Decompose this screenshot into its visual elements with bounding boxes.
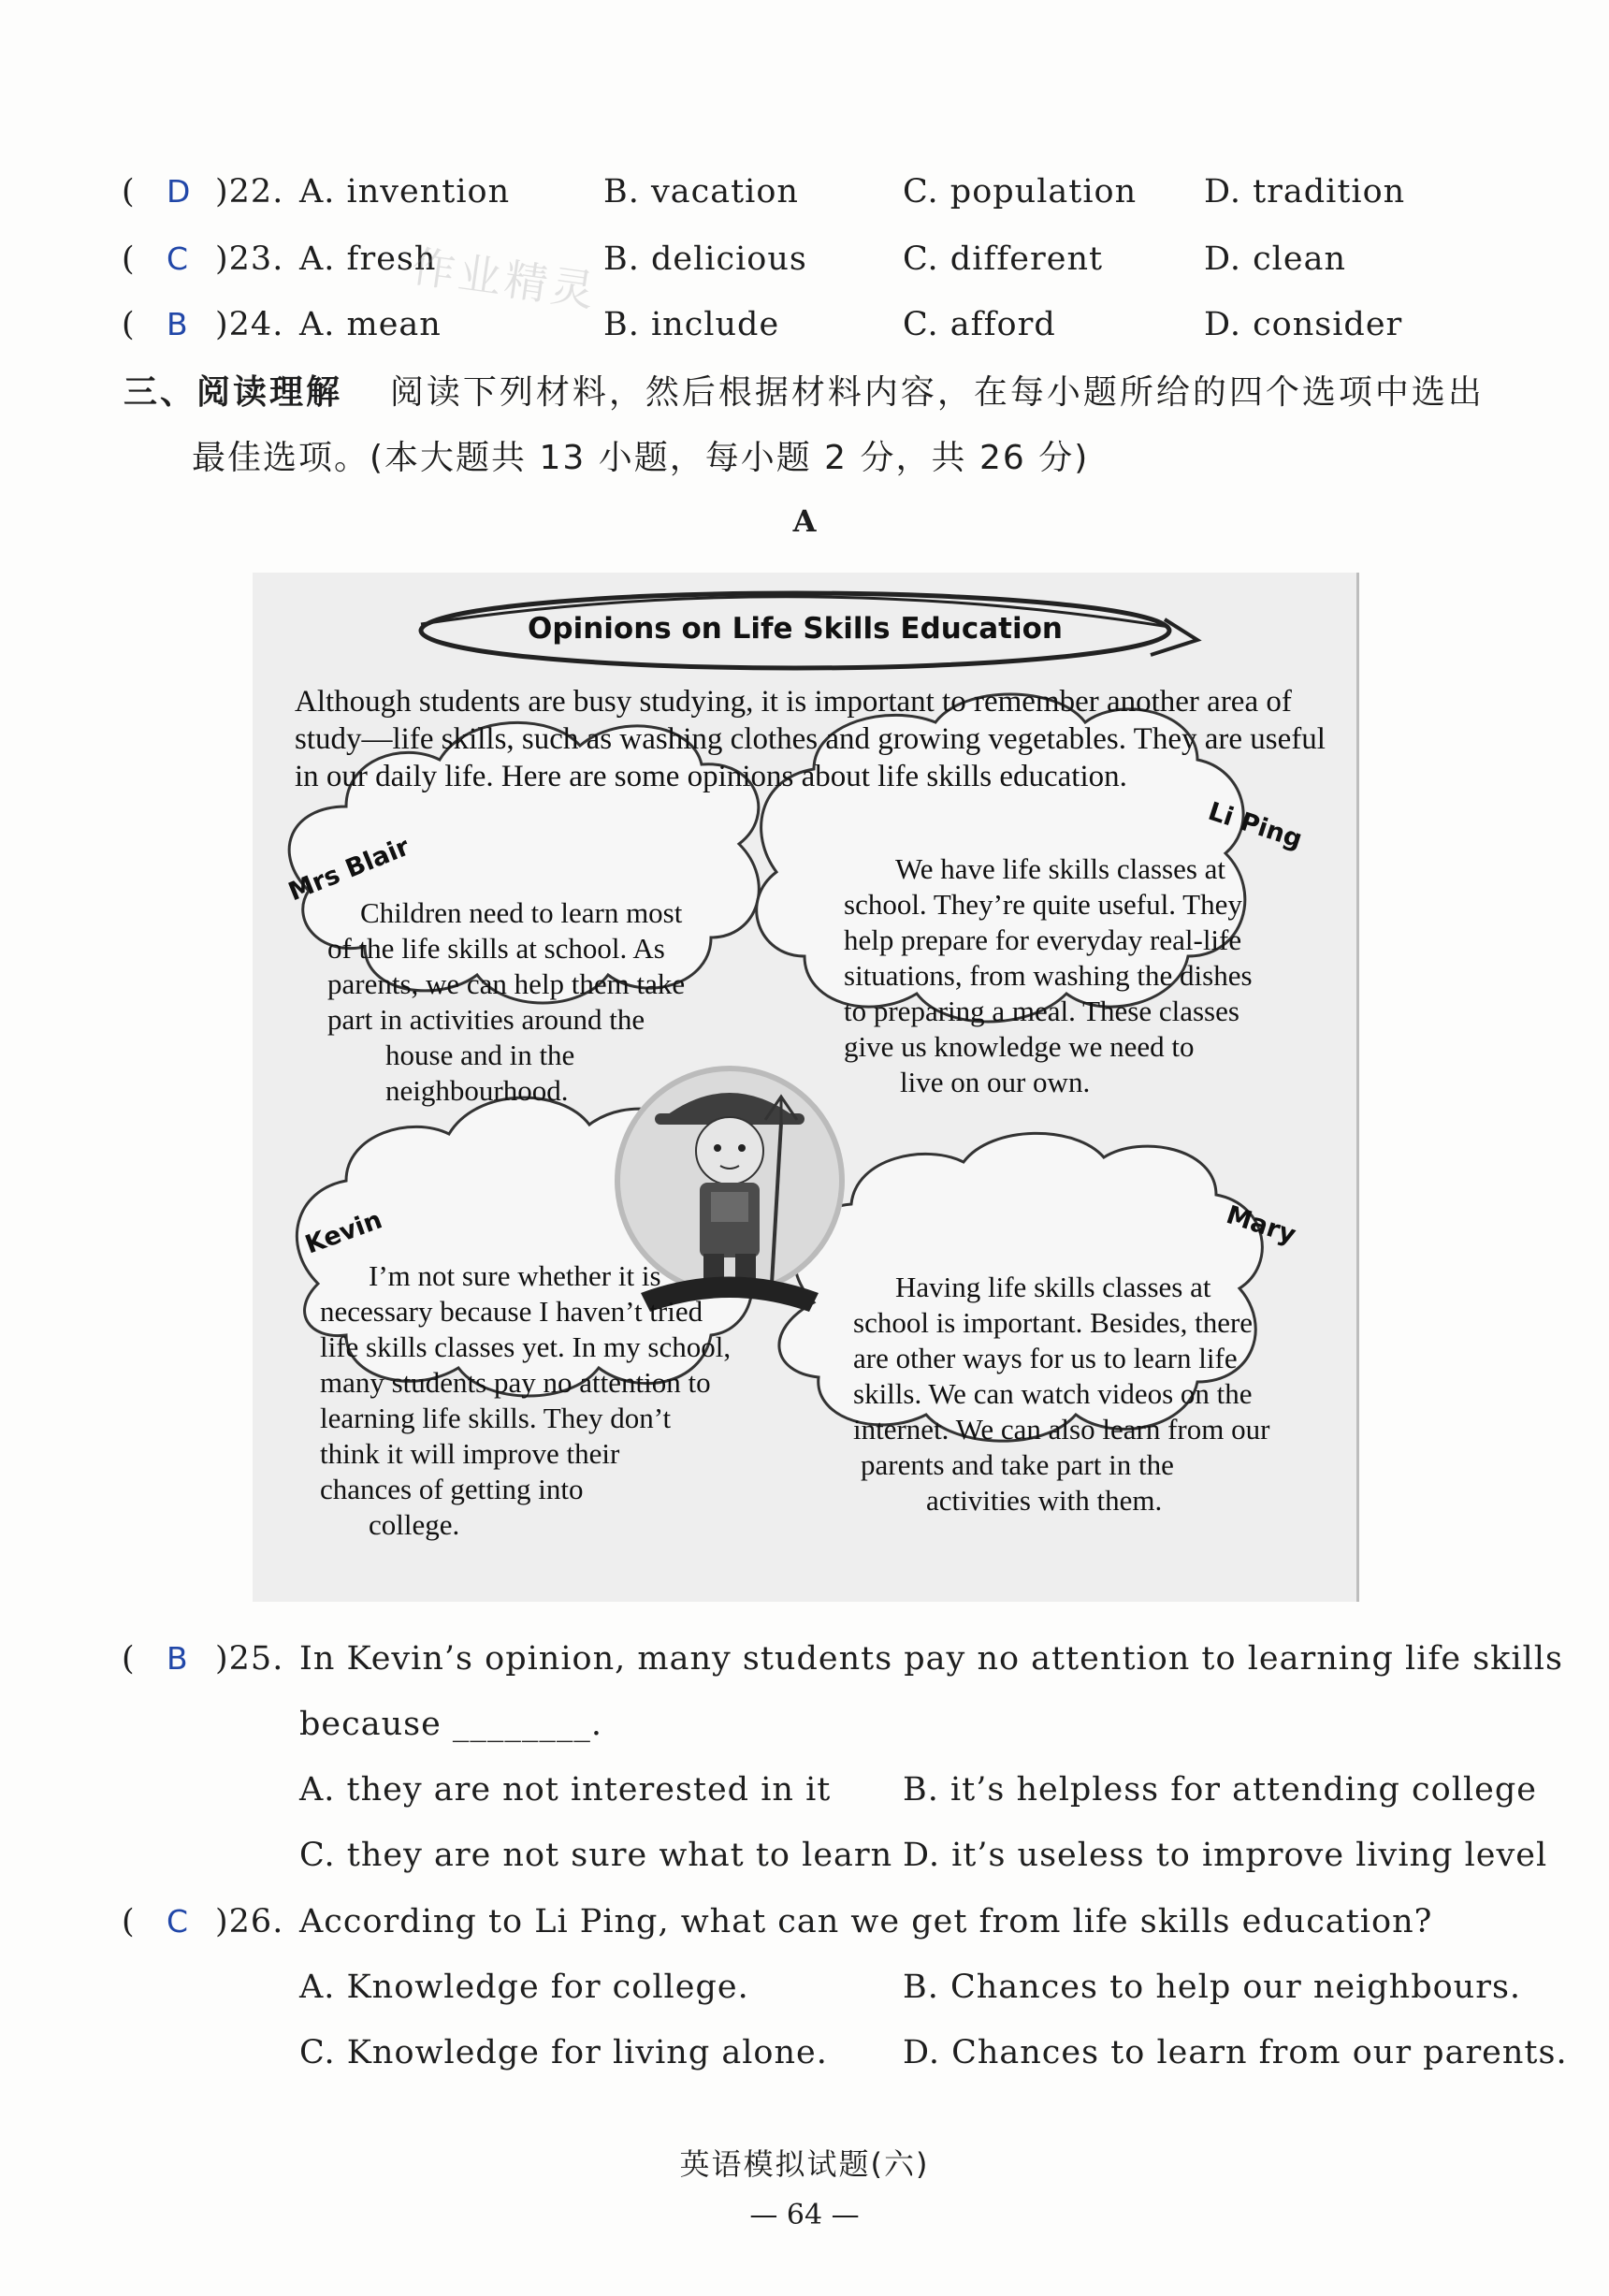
question-number: )24. <box>215 306 284 343</box>
question-stem: In Kevin’s opinion, many students pay no attention to learning life skills <box>299 1640 1563 1678</box>
figure-intro: Although students are busy studying, it is important to remember another area of study—life skills, such as washing clothes and growing vegetables. They are useful in our daily life. Here are some opinions about life skills education. <box>295 685 1326 793</box>
option-c: C. they are not sure what to learn <box>299 1837 893 1874</box>
option-d: D. consider <box>1204 306 1403 343</box>
answer-letter: B <box>167 1640 189 1677</box>
bubble-line: school is important. Besides, there <box>853 1306 1254 1339</box>
section-instruction-line2: 最佳选项。(本大题共 13 小题，每小题 2 分，共 26 分) <box>192 439 1090 477</box>
section-heading <box>123 360 1485 426</box>
option-a: A. invention <box>299 173 511 211</box>
answer-letter: C <box>167 240 190 277</box>
open-paren: ( <box>122 173 136 211</box>
option-b: B. include <box>603 306 780 343</box>
option-c: C. afford <box>903 306 1056 343</box>
option-a: A. Knowledge for college. <box>299 1969 749 2006</box>
bubble-line: We have life skills classes at <box>895 852 1226 885</box>
bubble-line: skills. We can watch videos on the <box>853 1377 1253 1410</box>
bubble-line: situations, from washing the dishes <box>844 959 1253 992</box>
bubble-line: life skills classes yet. In my school, <box>320 1330 732 1363</box>
open-paren: ( <box>122 1903 136 1940</box>
bubble-line: activities with them. <box>926 1484 1163 1517</box>
bubble-line: house and in the <box>385 1039 575 1071</box>
question-number: )23. <box>215 240 284 278</box>
bubble-line: Having life skills classes at <box>895 1271 1211 1303</box>
bubble-line: of the life skills at school. As <box>327 932 665 965</box>
option-d: D. tradition <box>1204 173 1406 211</box>
bubble-line: give us knowledge we need to <box>844 1030 1195 1063</box>
option-a: A. mean <box>299 306 442 343</box>
bubble-line: to preparing a meal. These classes <box>844 995 1239 1027</box>
bubble-line: are other ways for us to learn life <box>853 1342 1238 1374</box>
open-paren: ( <box>122 1640 136 1678</box>
open-paren: ( <box>122 240 136 278</box>
section-title: 三、阅读理解 <box>123 373 343 412</box>
question-stem-blank: because ________. <box>299 1706 603 1743</box>
open-paren: ( <box>122 306 136 343</box>
bubble-line: parents and take part in the <box>861 1448 1174 1481</box>
bubble-line: think it will improve their <box>320 1437 620 1470</box>
bubble-line: Children need to learn most <box>360 896 683 929</box>
opinions-figure <box>253 573 1359 1602</box>
bubble-line: internet. We can also learn from our <box>853 1413 1270 1446</box>
speaker-mrs-blair: Mrs Blair <box>284 832 414 908</box>
bubble-line: neighbourhood. <box>385 1074 569 1107</box>
option-d: D. it’s useless to improve living level <box>903 1837 1548 1874</box>
footer-title: 英语模拟试题(六) <box>679 2146 930 2182</box>
option-b: B. it’s helpless for attending college <box>903 1771 1537 1809</box>
speaker-li-ping: Li Ping <box>1204 796 1306 855</box>
bubble-li-ping-text <box>844 851 1255 1100</box>
speaker-mary: Mary <box>1223 1200 1299 1250</box>
option-c: C. Knowledge for living alone. <box>299 2034 828 2071</box>
part-label: A <box>792 503 817 539</box>
bubble-line: chances of getting into <box>320 1473 584 1505</box>
section-instruction: 阅读下列材料，然后根据材料内容，在每小题所给的四个选项中选出 <box>389 373 1485 412</box>
option-b: B. Chances to help our neighbours. <box>903 1969 1522 2006</box>
figure-title: Opinions on Life Skills Education <box>528 612 1063 646</box>
bubble-line: necessary because I haven’t tried <box>320 1295 703 1328</box>
bubble-line: help prepare for everyday real-life <box>844 923 1242 956</box>
option-c: C. population <box>903 173 1138 211</box>
bubble-mrs-blair-text <box>327 895 702 1109</box>
bubble-line: parents, we can help them take <box>327 967 686 1000</box>
bubble-line: learning life skills. They don’t <box>320 1402 672 1434</box>
bubble-line: part in activities around the <box>327 1003 645 1036</box>
option-d: D. clean <box>1204 240 1346 278</box>
speaker-kevin: Kevin <box>301 1205 386 1260</box>
question-number: )26. <box>215 1903 284 1940</box>
answer-letter: B <box>167 306 189 342</box>
page-number: — 64 — <box>749 2199 860 2231</box>
bubble-kevin-text <box>320 1258 732 1543</box>
option-d: D. Chances to learn from our parents. <box>903 2034 1568 2071</box>
option-c: C. different <box>903 240 1104 278</box>
option-a: A. fresh <box>299 240 437 278</box>
question-number: )25. <box>215 1640 284 1678</box>
answer-letter: D <box>167 173 192 210</box>
bubble-line: school. They’re quite useful. They <box>844 888 1242 921</box>
question-stem: According to Li Ping, what can we get from life skills education? <box>299 1903 1433 1940</box>
bubble-line: live on our own. <box>900 1066 1091 1098</box>
watermark: 作业精灵 <box>408 240 602 317</box>
bubble-line: many students pay no attention to <box>320 1366 711 1399</box>
bubble-mary-text <box>853 1270 1274 1519</box>
bubble-line: I’m not sure whether it is <box>369 1259 661 1292</box>
option-b: B. vacation <box>603 173 799 211</box>
answer-letter: C <box>167 1903 190 1940</box>
bubble-line: college. <box>369 1508 460 1541</box>
question-number: )22. <box>215 173 284 211</box>
question-25 <box>122 1631 1563 1687</box>
option-b: B. delicious <box>603 240 807 278</box>
option-a: A. they are not interested in it <box>299 1771 832 1809</box>
